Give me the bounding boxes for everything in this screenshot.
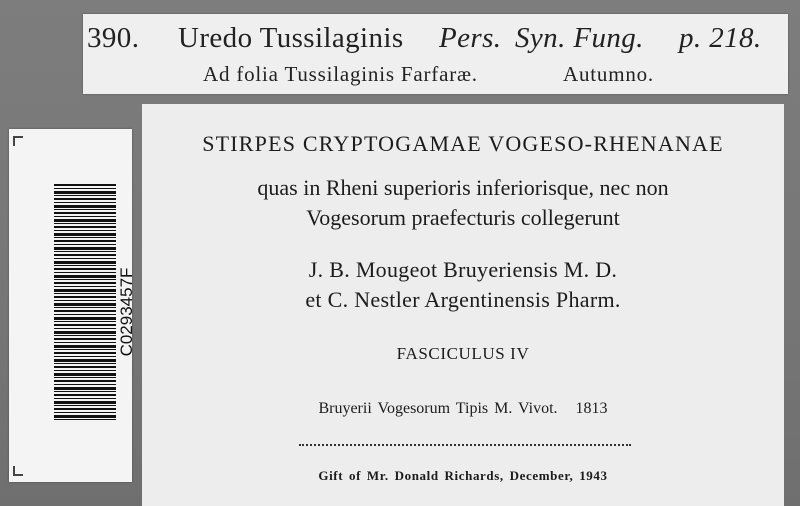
species-page: p. 218. xyxy=(679,22,762,54)
crop-mark-icon xyxy=(13,466,23,476)
fascicle-heading: FASCICULUS IV xyxy=(396,344,530,363)
collectors-line2: et C. Nestler Argentinensis Pharm. xyxy=(305,287,621,312)
habitat-text: Ad folia Tussilaginis Farfaræ. xyxy=(203,62,478,86)
barcode-label: C0293457F xyxy=(9,129,132,482)
dotted-divider xyxy=(299,444,631,446)
collectors-line1: J. B. Mougeot Bruyeriensis M. D. xyxy=(308,257,618,282)
species-name: Uredo Tussilaginis xyxy=(178,22,404,54)
series-subtitle-line2: Vogesorum praefecturis collegerunt xyxy=(306,205,620,230)
imprint-year: 1813 xyxy=(575,400,608,417)
species-line xyxy=(83,22,788,62)
species-reference: Syn. Fung. xyxy=(515,22,644,54)
imprint-line xyxy=(142,400,784,418)
habitat-line xyxy=(83,62,788,92)
season-text: Autumno. xyxy=(563,62,654,86)
species-author: Pers. xyxy=(439,22,502,54)
imprint-text: Bruyerii Vogesorum Tipis M. Vivot. xyxy=(318,400,558,417)
crop-mark-icon xyxy=(13,136,23,146)
species-label xyxy=(83,14,788,94)
gift-note: Gift of Mr. Donald Richards, December, 1943 xyxy=(318,468,608,483)
specimen-number: 390. xyxy=(87,22,140,54)
series-title: STIRPES CRYPTOGAMAE VOGESO-RHENANAE xyxy=(202,131,724,156)
series-subtitle-line1: quas in Rheni superioris inferiorisque, nec non xyxy=(257,175,669,200)
barcode-icon xyxy=(54,184,116,422)
exsiccata-label xyxy=(142,104,784,506)
